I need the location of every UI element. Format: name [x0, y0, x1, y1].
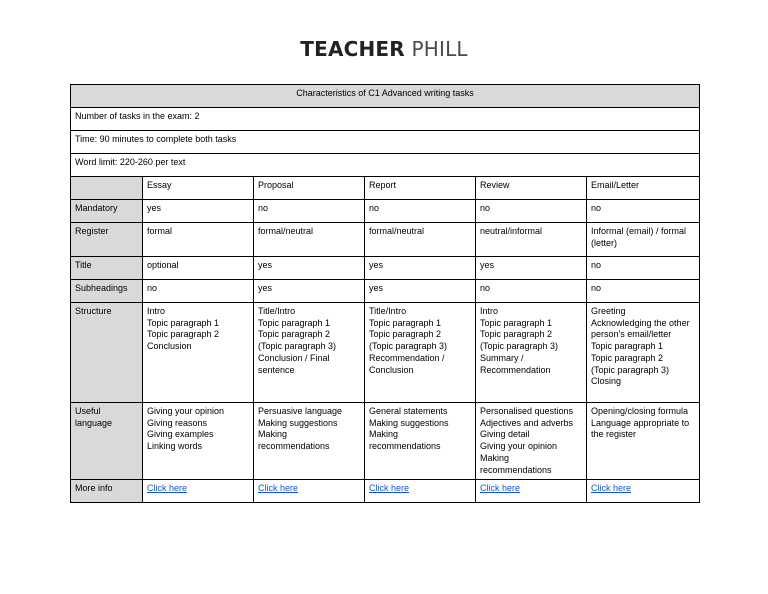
more-info-email-letter-link[interactable]: Click here [591, 483, 632, 494]
structure-line: (Topic paragraph 3) [480, 341, 559, 352]
row-label-structure: Structure [71, 303, 143, 403]
brand-logo [0, 37, 768, 61]
corner-cell [71, 177, 143, 200]
structure-line: Topic paragraph 2 [480, 329, 553, 340]
column-header-email-letter: Email/Letter [587, 177, 700, 200]
structure-review [476, 303, 587, 403]
useful-review [476, 403, 587, 480]
row-label-subheadings: Subheadings [71, 280, 143, 303]
structure-essay [143, 303, 254, 403]
structure-line: Greeting [591, 306, 626, 316]
subheadings-proposal: yes [254, 280, 365, 303]
register-email-letter: Informal (email) / formal (letter) [587, 223, 700, 257]
mandatory-report: no [365, 200, 476, 223]
title-essay: optional [143, 257, 254, 280]
useful-line: Language appropriate to the register [591, 417, 690, 440]
useful-line: Personalised questions [480, 406, 574, 416]
useful-line: Making recommendations [258, 429, 330, 452]
structure-line: (Topic paragraph 3) [591, 364, 670, 375]
useful-line: Giving detail [480, 429, 530, 440]
structure-line: Closing [591, 376, 622, 387]
brand-strong: TEACHER [300, 37, 405, 61]
useful-email-letter [587, 403, 700, 480]
mandatory-review: no [476, 200, 587, 223]
subheadings-email-letter: no [587, 280, 700, 303]
row-label-title: Title [71, 257, 143, 280]
more-info-proposal-link[interactable]: Click here [258, 483, 299, 494]
structure-line: Acknowledging the other person's email/letter [591, 317, 690, 340]
structure-email-letter [587, 303, 700, 403]
structure-line: Topic paragraph 1 [591, 341, 664, 352]
title-proposal: yes [254, 257, 365, 280]
mandatory-essay: yes [143, 200, 254, 223]
row-label-mandatory: Mandatory [71, 200, 143, 223]
more-info-essay-link[interactable]: Click here [147, 483, 188, 494]
more-info-review-link[interactable]: Click here [480, 483, 521, 494]
structure-line: Intro [147, 306, 166, 316]
structure-line: Topic paragraph 2 [369, 329, 442, 340]
register-report: formal/neutral [365, 223, 476, 257]
structure-line: Recommendation / Conclusion [369, 352, 445, 375]
subheadings-report: yes [365, 280, 476, 303]
useful-proposal [254, 403, 365, 480]
useful-line: Giving examples [147, 429, 214, 440]
row-label-more-info: More info [71, 480, 143, 503]
column-header-report: Report [365, 177, 476, 200]
column-header-proposal: Proposal [254, 177, 365, 200]
row-label-register: Register [71, 223, 143, 257]
title-review: yes [476, 257, 587, 280]
structure-line: (Topic paragraph 3) [258, 341, 337, 352]
title-report: yes [365, 257, 476, 280]
mandatory-proposal: no [254, 200, 365, 223]
structure-line: Title/Intro [258, 306, 296, 316]
structure-line: (Topic paragraph 3) [369, 341, 448, 352]
column-header-review: Review [476, 177, 587, 200]
useful-report [365, 403, 476, 480]
register-essay: formal [143, 223, 254, 257]
useful-line: Giving reasons [147, 417, 208, 428]
row-label-useful-language: Useful language [71, 403, 143, 480]
register-proposal: formal/neutral [254, 223, 365, 257]
brand-light: PHILL [411, 37, 468, 61]
useful-line: Making suggestions [369, 417, 449, 428]
more-info-essay-cell [143, 480, 254, 503]
structure-line: Conclusion / Final sentence [258, 352, 330, 375]
info-word-limit: Word limit: 220-260 per text [71, 154, 700, 177]
useful-line: Linking words [147, 441, 203, 452]
useful-line: Opening/closing formula [591, 406, 689, 416]
useful-line: Adjectives and adverbs [480, 417, 574, 428]
subheadings-essay: no [143, 280, 254, 303]
structure-line: Topic paragraph 2 [258, 329, 331, 340]
more-info-report-link[interactable]: Click here [369, 483, 410, 494]
useful-line: Giving your opinion [480, 441, 558, 452]
structure-line: Topic paragraph 1 [480, 317, 553, 328]
table-title: Characteristics of C1 Advanced writing tasks [71, 85, 700, 108]
column-header-essay: Essay [143, 177, 254, 200]
useful-line: General statements [369, 406, 448, 416]
info-number-of-tasks: Number of tasks in the exam: 2 [71, 108, 700, 131]
title-email-letter: no [587, 257, 700, 280]
useful-essay [143, 403, 254, 480]
structure-report [365, 303, 476, 403]
more-info-proposal-cell [254, 480, 365, 503]
more-info-report-cell [365, 480, 476, 503]
structure-line: Topic paragraph 1 [258, 317, 331, 328]
structure-line: Topic paragraph 1 [369, 317, 442, 328]
useful-line: Making suggestions [258, 417, 338, 428]
characteristics-table [70, 84, 700, 503]
structure-line: Topic paragraph 1 [147, 317, 220, 328]
useful-line: Making recommendations [480, 452, 552, 475]
mandatory-email-letter: no [587, 200, 700, 223]
structure-line: Topic paragraph 2 [147, 329, 220, 340]
structure-line: Conclusion [147, 341, 192, 352]
structure-line: Topic paragraph 2 [591, 352, 664, 363]
useful-line: Persuasive language [258, 406, 343, 416]
register-review: neutral/informal [476, 223, 587, 257]
structure-line: Title/Intro [369, 306, 407, 316]
more-info-review-cell [476, 480, 587, 503]
useful-line: Making recommendations [369, 429, 441, 452]
structure-proposal [254, 303, 365, 403]
info-time: Time: 90 minutes to complete both tasks [71, 131, 700, 154]
subheadings-review: no [476, 280, 587, 303]
structure-line: Intro [480, 306, 499, 316]
useful-line: Giving your opinion [147, 406, 225, 416]
structure-line: Summary / Recommendation [480, 352, 551, 375]
more-info-email-letter-cell [587, 480, 700, 503]
